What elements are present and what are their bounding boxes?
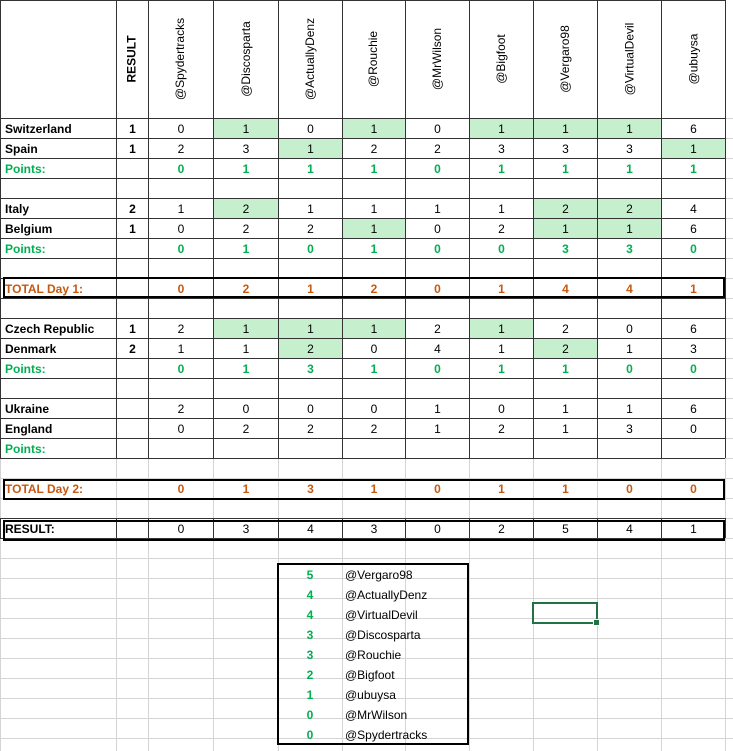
ranking-name[interactable]: @Vergaro98 xyxy=(345,568,413,582)
day1-match2-team2-pick-9[interactable]: 6 xyxy=(690,221,697,236)
day2-match2-points-6[interactable] xyxy=(470,439,533,458)
result-value-1[interactable]: 0 xyxy=(177,521,185,536)
day2-match1-points-6[interactable]: 1 xyxy=(498,361,505,376)
day2-match2-team1-pick-4[interactable]: 0 xyxy=(370,401,378,416)
header-player-3[interactable] xyxy=(278,0,342,118)
day1-match2-team2-pick-2[interactable]: 2 xyxy=(242,221,250,236)
day2-match2-team1-pick-8[interactable]: 1 xyxy=(626,401,633,416)
day1-match2-team2-result[interactable]: 1 xyxy=(129,221,136,236)
day2-match1-team1-pick-4[interactable]: 1 xyxy=(343,319,405,338)
day2-match2-team2-pick-9[interactable]: 0 xyxy=(690,421,697,436)
day2-match1-team1-pick-1[interactable]: 2 xyxy=(177,321,185,336)
day2-total-6[interactable]: 1 xyxy=(498,481,505,496)
day1-total-5[interactable]: 0 xyxy=(434,281,441,296)
day2-match1-points-3[interactable]: 3 xyxy=(307,361,314,376)
day2-match2-points-9[interactable] xyxy=(662,439,725,458)
day1-match2-team1-pick-6[interactable]: 1 xyxy=(498,201,505,216)
day1-match2-team1-pick-9[interactable]: 4 xyxy=(690,201,697,216)
day1-match2-team2-pick-4[interactable]: 1 xyxy=(343,219,405,238)
day1-match1-team1-pick-5[interactable]: 0 xyxy=(434,121,441,136)
day1-match2-team1-pick-5[interactable]: 1 xyxy=(434,201,441,216)
day2-match2-points-2[interactable] xyxy=(214,439,278,458)
day2-match1-team1-pick-5[interactable]: 2 xyxy=(434,321,441,336)
day2-match2-team1-pick-3[interactable]: 0 xyxy=(307,401,314,416)
result-value-2[interactable]: 3 xyxy=(242,521,250,536)
result-value-7[interactable]: 5 xyxy=(562,521,569,536)
day2-match1-team2-team-name[interactable]: Denmark xyxy=(5,341,57,356)
day1-match1-points-2[interactable]: 1 xyxy=(242,161,250,176)
day2-match1-points-label[interactable]: Points: xyxy=(5,361,46,376)
result-value-4[interactable]: 3 xyxy=(370,521,378,536)
day1-match1-team2-pick-1[interactable]: 2 xyxy=(177,141,185,156)
day2-total-3[interactable]: 3 xyxy=(307,481,314,496)
day1-match1-team2-pick-8[interactable]: 3 xyxy=(626,141,633,156)
day1-match1-team1-result[interactable]: 1 xyxy=(129,121,136,136)
result-value-3[interactable]: 4 xyxy=(307,521,314,536)
day2-total-8[interactable]: 0 xyxy=(626,481,633,496)
day1-match1-team1-pick-7[interactable]: 1 xyxy=(534,119,597,138)
day2-match2-points-5[interactable] xyxy=(406,439,469,458)
result-value-9[interactable]: 1 xyxy=(690,521,697,536)
header-player-label: @Vergaro98 xyxy=(558,25,572,93)
ranking-name[interactable]: @MrWilson xyxy=(345,708,408,722)
day1-match2-points-label[interactable]: Points: xyxy=(5,241,46,256)
header-player-label: @Spydertracks xyxy=(173,17,188,101)
day2-match1-points-7[interactable]: 1 xyxy=(562,361,569,376)
day1-match2-team2-pick-5[interactable]: 0 xyxy=(434,221,441,236)
day1-total-label[interactable]: TOTAL Day 1: xyxy=(5,281,84,296)
day1-match2-team1-pick-8[interactable]: 2 xyxy=(598,199,661,218)
day1-match1-team1-pick-1[interactable]: 0 xyxy=(177,121,185,136)
day1-match1-team1-pick-4[interactable]: 1 xyxy=(343,119,405,138)
day1-match2-points-3[interactable]: 0 xyxy=(307,241,314,256)
ranking-name[interactable]: @Spydertracks xyxy=(345,728,428,742)
day1-match1-points-9[interactable]: 1 xyxy=(690,161,697,176)
day2-total-label[interactable]: TOTAL Day 2: xyxy=(5,481,84,496)
day2-match1-team2-pick-4[interactable]: 0 xyxy=(370,341,378,356)
day1-match1-team1-pick-8[interactable]: 1 xyxy=(598,119,661,138)
ranking-name[interactable]: @Rouchie xyxy=(345,648,402,662)
header-player-5[interactable] xyxy=(405,0,469,118)
day2-match1-team2-pick-7[interactable]: 2 xyxy=(534,339,597,358)
day2-match2-points-4[interactable] xyxy=(343,439,405,458)
header-player-6[interactable] xyxy=(469,0,533,118)
ranking-name[interactable]: @ubuysa xyxy=(345,688,396,702)
day2-match1-team2-pick-8[interactable]: 1 xyxy=(626,341,633,356)
day2-match2-team2-pick-4[interactable]: 2 xyxy=(370,421,378,436)
ranking-score[interactable]: 0 xyxy=(306,728,314,742)
day2-match1-team1-pick-9[interactable]: 6 xyxy=(690,321,697,336)
day2-match1-team1-pick-2[interactable]: 1 xyxy=(214,319,278,338)
day2-match2-points-3[interactable] xyxy=(279,439,342,458)
day2-match2-team1-result[interactable] xyxy=(117,399,148,418)
day1-match1-team2-pick-4[interactable]: 2 xyxy=(370,141,378,156)
header-result-label: RESULT xyxy=(125,35,140,83)
day1-match2-team2-pick-3[interactable]: 2 xyxy=(307,221,314,236)
day2-match2-team2-pick-5[interactable]: 1 xyxy=(434,421,441,436)
day2-match1-team1-result[interactable]: 1 xyxy=(129,321,136,336)
day1-match1-team2-result[interactable]: 1 xyxy=(129,141,136,156)
header-result[interactable] xyxy=(116,0,148,118)
day1-match1-team2-pick-3[interactable]: 1 xyxy=(279,139,342,158)
ranking-score[interactable]: 5 xyxy=(306,568,314,582)
day1-total-1[interactable]: 0 xyxy=(177,281,185,296)
day1-match1-points-7[interactable]: 1 xyxy=(562,161,569,176)
day1-match1-team2-pick-7[interactable]: 3 xyxy=(562,141,569,156)
day1-match1-points-5[interactable]: 0 xyxy=(434,161,441,176)
day1-total-9[interactable]: 1 xyxy=(690,281,697,296)
ranking-name[interactable]: @Bigfoot xyxy=(345,668,395,682)
day1-total-6[interactable]: 1 xyxy=(498,281,505,296)
day2-match2-points-1[interactable] xyxy=(149,439,213,458)
header-player-label: @ActuallyDenz xyxy=(303,17,317,101)
day2-total-2[interactable]: 1 xyxy=(242,481,250,496)
header-player-8[interactable] xyxy=(597,0,661,118)
day2-match2-team2-pick-2[interactable]: 2 xyxy=(242,421,250,436)
day2-match1-points-5[interactable]: 0 xyxy=(434,361,441,376)
day1-total-3[interactable]: 1 xyxy=(307,281,314,296)
result-value-6[interactable]: 2 xyxy=(498,521,505,536)
day1-total-4[interactable]: 2 xyxy=(370,281,378,296)
day1-match2-points-6[interactable]: 0 xyxy=(498,241,505,256)
day2-total-7[interactable]: 1 xyxy=(562,481,569,496)
day2-total-1[interactable]: 0 xyxy=(177,481,185,496)
day2-match1-team1-pick-6[interactable]: 1 xyxy=(470,319,533,338)
day2-match2-team1-pick-2[interactable]: 0 xyxy=(242,401,250,416)
ranking-score[interactable]: 0 xyxy=(306,708,314,722)
day2-match2-points-8[interactable] xyxy=(598,439,661,458)
day1-match1-team1-team-name[interactable]: Switzerland xyxy=(5,121,72,136)
day1-match2-team1-pick-4[interactable]: 1 xyxy=(370,201,378,216)
header-player-label: @Discosparta xyxy=(238,21,253,97)
day1-match2-team1-result[interactable]: 2 xyxy=(129,201,136,216)
ranking-name[interactable]: @ActuallyDenz xyxy=(345,588,428,602)
header-player-4[interactable] xyxy=(342,0,405,118)
header-player-1[interactable] xyxy=(148,0,213,118)
ranking-name[interactable]: @Discosparta xyxy=(345,628,421,642)
day2-match2-team2-team-name[interactable]: England xyxy=(5,421,53,436)
day2-match2-team2-result[interactable] xyxy=(117,419,148,438)
day1-match1-points-3[interactable]: 1 xyxy=(307,161,314,176)
day2-match1-team1-team-name[interactable]: Czech Republic xyxy=(5,321,95,336)
day1-match2-team1-pick-7[interactable]: 2 xyxy=(534,199,597,218)
day1-match1-team1-pick-3[interactable]: 0 xyxy=(307,121,314,136)
ranking-score[interactable]: 4 xyxy=(306,588,314,602)
day2-match2-team1-pick-1[interactable]: 2 xyxy=(177,401,185,416)
day1-match1-points-1[interactable]: 0 xyxy=(177,161,185,176)
header-player-label: @MrWilson xyxy=(430,27,444,91)
day2-match1-team2-pick-5[interactable]: 4 xyxy=(434,341,441,356)
day2-match1-team1-pick-7[interactable]: 2 xyxy=(562,321,569,336)
day1-total-2[interactable]: 2 xyxy=(242,281,250,296)
day1-match2-points-7[interactable]: 3 xyxy=(562,241,569,256)
day2-match1-points-2[interactable]: 1 xyxy=(242,361,250,376)
day1-match2-team2-team-name[interactable]: Belgium xyxy=(5,221,53,236)
day2-match1-points-4[interactable]: 1 xyxy=(370,361,378,376)
day1-match2-points-4[interactable]: 1 xyxy=(370,241,378,256)
day2-match1-points-9[interactable]: 0 xyxy=(690,361,697,376)
day1-total-8[interactable]: 4 xyxy=(626,281,633,296)
header-player-label: @Bigfoot xyxy=(493,34,508,84)
day2-match2-team1-pick-5[interactable]: 1 xyxy=(434,401,441,416)
day1-match1-team2-pick-5[interactable]: 2 xyxy=(434,141,441,156)
day2-total-4[interactable]: 1 xyxy=(370,481,378,496)
day2-match1-team2-pick-9[interactable]: 3 xyxy=(690,341,697,356)
day2-match1-team2-pick-2[interactable]: 1 xyxy=(242,341,250,356)
day2-match2-team1-pick-9[interactable]: 6 xyxy=(690,401,697,416)
ranking-score[interactable]: 3 xyxy=(306,648,314,662)
day1-match2-team1-team-name[interactable]: Italy xyxy=(5,201,30,216)
day1-match2-points-5[interactable]: 0 xyxy=(434,241,441,256)
day1-match2-points-1[interactable]: 0 xyxy=(177,241,185,256)
day1-match2-team2-pick-6[interactable]: 2 xyxy=(498,221,505,236)
day1-total-7[interactable]: 4 xyxy=(562,281,569,296)
day1-match1-points-label[interactable]: Points: xyxy=(5,161,46,176)
header-player-label: @VirtualDevil xyxy=(622,22,636,96)
day1-match2-points-2[interactable]: 1 xyxy=(242,241,250,256)
day1-match2-team1-pick-3[interactable]: 1 xyxy=(307,201,314,216)
ranking-score[interactable]: 1 xyxy=(306,688,314,702)
day1-match2-points-8[interactable]: 3 xyxy=(626,241,633,256)
header-player-label: @ubuysa xyxy=(685,33,700,85)
day2-match2-team1-pick-6[interactable]: 0 xyxy=(498,401,505,416)
day1-match1-team2-pick-9[interactable]: 1 xyxy=(662,139,725,158)
day2-match1-team1-pick-3[interactable]: 1 xyxy=(279,319,342,338)
day1-match1-team2-team-name[interactable]: Spain xyxy=(5,141,38,156)
day2-match1-team2-pick-3[interactable]: 2 xyxy=(279,339,342,358)
day2-match2-team2-pick-7[interactable]: 1 xyxy=(562,421,569,436)
day1-match1-points-4[interactable]: 1 xyxy=(370,161,378,176)
day2-match1-team2-result[interactable]: 2 xyxy=(129,341,136,356)
ranking-score[interactable]: 3 xyxy=(306,628,314,642)
ranking-name[interactable]: @VirtualDevil xyxy=(345,608,418,622)
day2-match1-points-1[interactable]: 0 xyxy=(177,361,185,376)
day2-total-9[interactable]: 0 xyxy=(690,481,697,496)
day1-match1-team2-pick-2[interactable]: 3 xyxy=(242,141,250,156)
ranking-score[interactable]: 2 xyxy=(306,668,314,682)
day2-match2-points-7[interactable] xyxy=(534,439,597,458)
day2-match2-team2-pick-6[interactable]: 2 xyxy=(498,421,505,436)
header-player-9[interactable] xyxy=(661,0,725,118)
header-player-7[interactable] xyxy=(533,0,597,118)
day1-match1-team2-pick-6[interactable]: 3 xyxy=(498,141,505,156)
result-value-8[interactable]: 4 xyxy=(626,521,633,536)
day2-match2-team1-team-name[interactable]: Ukraine xyxy=(5,401,50,416)
day2-match2-team1-pick-7[interactable]: 1 xyxy=(562,401,569,416)
ranking-score[interactable]: 4 xyxy=(306,608,314,622)
day1-match1-points-8[interactable]: 1 xyxy=(626,161,633,176)
day1-match2-points-9[interactable]: 0 xyxy=(690,241,697,256)
day2-match1-team1-pick-8[interactable]: 0 xyxy=(626,321,633,336)
day1-match1-points-6[interactable]: 1 xyxy=(498,161,505,176)
day1-match2-team2-pick-7[interactable]: 1 xyxy=(534,219,597,238)
result-row-label[interactable]: RESULT: xyxy=(5,521,55,536)
day1-match1-team1-pick-9[interactable]: 6 xyxy=(690,121,697,136)
day1-match2-team1-pick-2[interactable]: 2 xyxy=(214,199,278,218)
day2-match1-points-8[interactable]: 0 xyxy=(626,361,633,376)
day2-match2-points-label[interactable]: Points: xyxy=(5,441,46,456)
day2-match1-team2-pick-1[interactable]: 1 xyxy=(177,341,185,356)
day1-match1-team1-pick-6[interactable]: 1 xyxy=(470,119,533,138)
day1-match2-team2-pick-1[interactable]: 0 xyxy=(177,221,185,236)
day2-match2-team2-pick-3[interactable]: 2 xyxy=(307,421,314,436)
day2-match1-team2-pick-6[interactable]: 1 xyxy=(498,341,505,356)
day1-match1-team1-pick-2[interactable]: 1 xyxy=(214,119,278,138)
result-value-5[interactable]: 0 xyxy=(434,521,441,536)
header-player-label: @Rouchie xyxy=(366,30,381,88)
day2-match2-team2-pick-8[interactable]: 3 xyxy=(626,421,633,436)
day1-match2-team1-pick-1[interactable]: 1 xyxy=(177,201,185,216)
day2-match2-team2-pick-1[interactable]: 0 xyxy=(177,421,185,436)
header-player-2[interactable] xyxy=(213,0,278,118)
day1-match2-team2-pick-8[interactable]: 1 xyxy=(598,219,661,238)
day2-total-5[interactable]: 0 xyxy=(434,481,441,496)
